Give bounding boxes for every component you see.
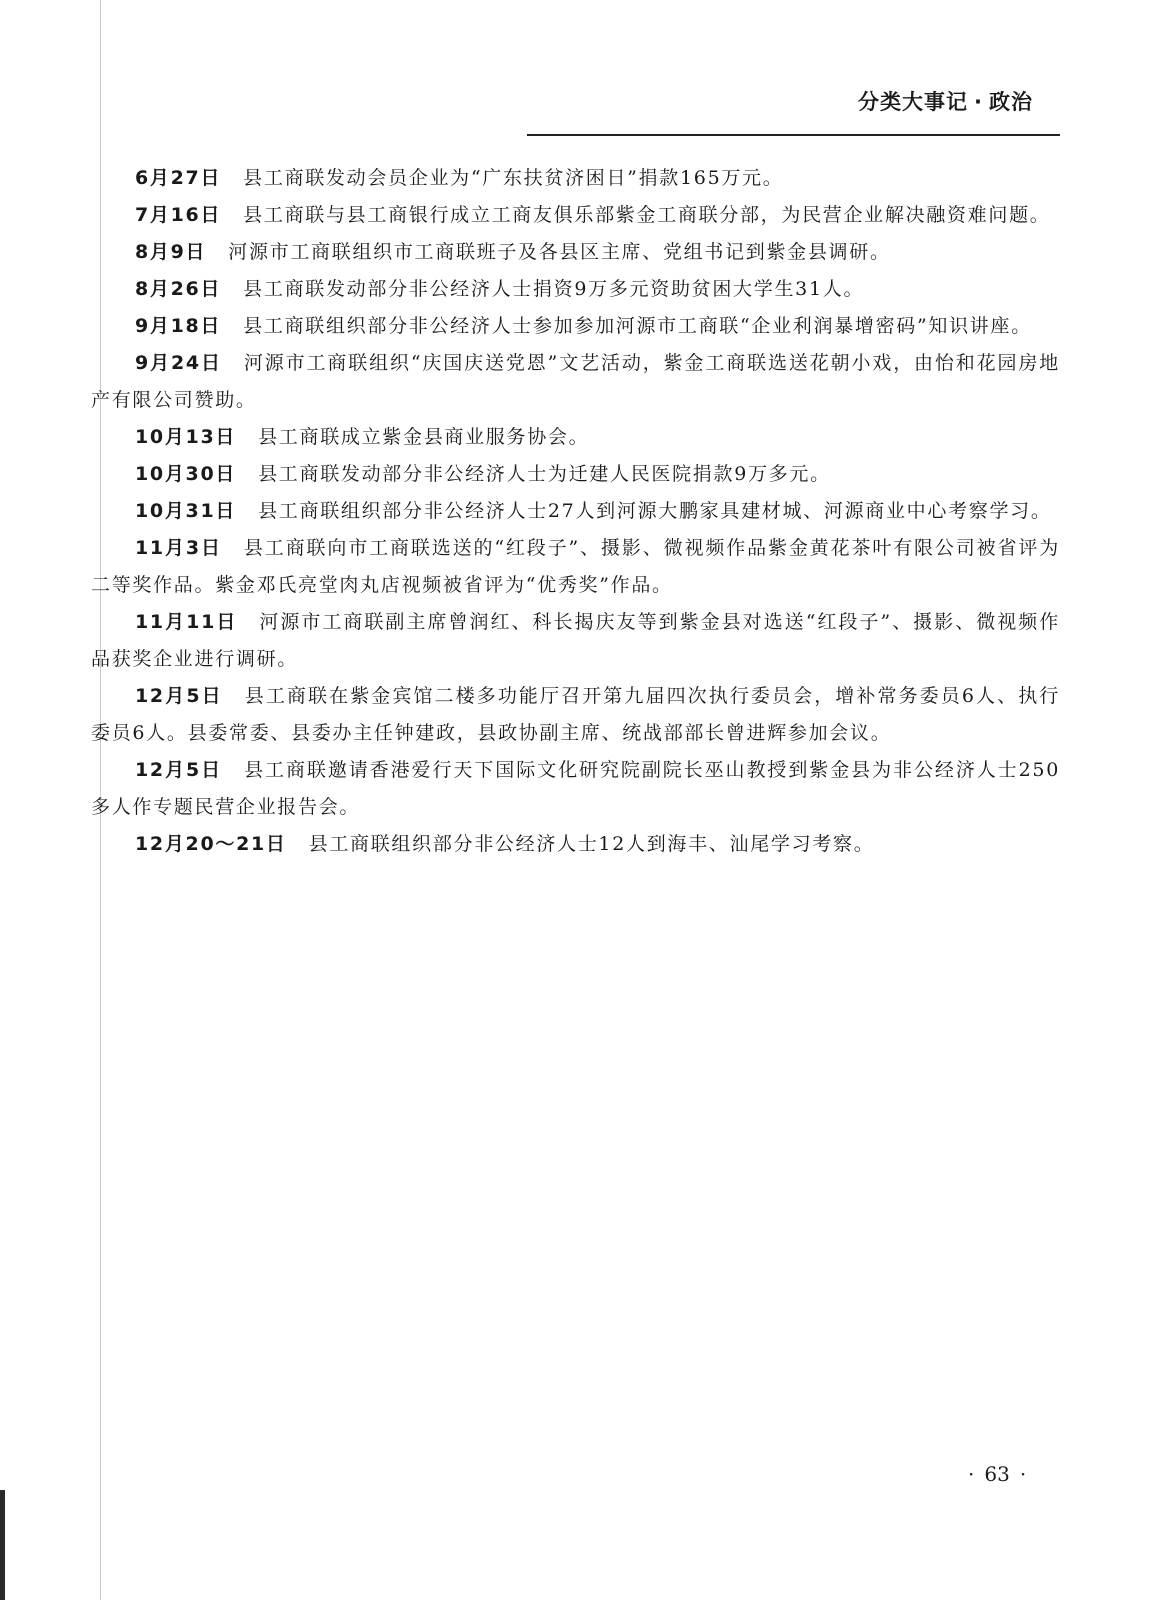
entry [91,604,1060,678]
running-header [858,86,1033,116]
entry-text: 河源市工商联组织“庆国庆送党恩”文艺活动，紫金工商联选送花朝小戏，由怡和花园房地产有限公司赞助。 [91,352,1060,411]
header-rule [527,134,1060,136]
entry [91,234,1060,271]
entry-text: 河源市工商联组织市工商联班子及各县区主席、党组书记到紫金县调研。 [228,241,891,263]
header-section: 分类大事记 [858,90,969,114]
entry-date: 8月26日 [135,278,222,300]
page-number [958,1462,1036,1486]
entry-date: 10月30日 [135,463,237,485]
entry-text: 河源市工商联副主席曾润红、科长揭庆友等到紫金县对选送“红段子”、摄影、微视频作品获奖企业进行调研。 [91,611,1060,670]
entry-date: 12月5日 [135,759,223,781]
entry [91,456,1060,493]
entry [91,678,1060,752]
entry-text: 县工商联组织部分非公经济人士12人到海丰、汕尾学习考察。 [308,833,875,855]
entry [91,308,1060,345]
entry-date: 12月20～21日 [135,833,287,855]
header-subsection: 政治 [989,90,1033,114]
entry-text: 县工商联成立紫金县商业服务协会。 [258,426,590,448]
entry-text: 县工商联与县工商银行成立工商友俱乐部紫金工商联分部，为民营企业解决融资难问题。 [243,204,1051,226]
entry-date: 12月5日 [135,685,223,707]
scan-edge-mark [0,1490,5,1600]
entry-date: 10月13日 [135,426,237,448]
entry-text: 县工商联向市工商联选送的“红段子”、摄影、微视频作品紫金黄花茶叶有限公司被省评为二等奖作品。紫金邓氏亮堂肉丸店视频被省评为“优秀奖”作品。 [91,537,1060,596]
entry [91,752,1060,826]
entry-text: 县工商联在紫金宾馆二楼多功能厅召开第九届四次执行委员会，增补常务委员6人、执行委员6人。县委常委、县委办主任钟建政，县政协副主席、统战部部长曾进辉参加会议。 [91,685,1060,744]
entry [91,160,1060,197]
entry [91,345,1060,419]
entry-date: 9月18日 [135,315,222,337]
entry-date: 8月9日 [135,241,207,263]
entry-date: 7月16日 [135,204,222,226]
entry-date: 6月27日 [135,167,222,189]
entry [91,530,1060,604]
header-separator: · [974,90,983,114]
entry [91,197,1060,234]
entry [91,493,1060,530]
entry-text: 县工商联发动部分非公经济人士捐资9万多元资助贫困大学生31人。 [243,278,865,300]
entry [91,419,1060,456]
entry [91,826,1060,863]
entry-text: 县工商联发动会员企业为“广东扶贫济困日”捐款165万元。 [243,167,784,189]
page-number-bullet-left: · [968,1462,975,1486]
chronicle-entries [91,160,1060,863]
entry-date: 11月3日 [135,537,222,559]
entry-date: 9月24日 [135,352,222,374]
entry-text: 县工商联发动部分非公经济人士为迁建人民医院捐款9万多元。 [258,463,831,485]
page-number-bullet-right: · [1019,1462,1027,1486]
page-number-value: 63 [984,1462,1010,1486]
entry-text: 县工商联邀请香港爱行天下国际文化研究院副院长巫山教授到紫金县为非公经济人士250多人作专题民营企业报告会。 [91,759,1060,818]
entry-text: 县工商联组织部分非公经济人士27人到河源大鹏家具建材城、河源商业中心考察学习。 [258,500,1052,522]
entry [91,271,1060,308]
entry-text: 县工商联组织部分非公经济人士参加参加河源市工商联“企业利润暴增密码”知识讲座。 [243,315,1032,337]
entry-date: 10月31日 [135,500,237,522]
entry-date: 11月11日 [135,611,238,633]
